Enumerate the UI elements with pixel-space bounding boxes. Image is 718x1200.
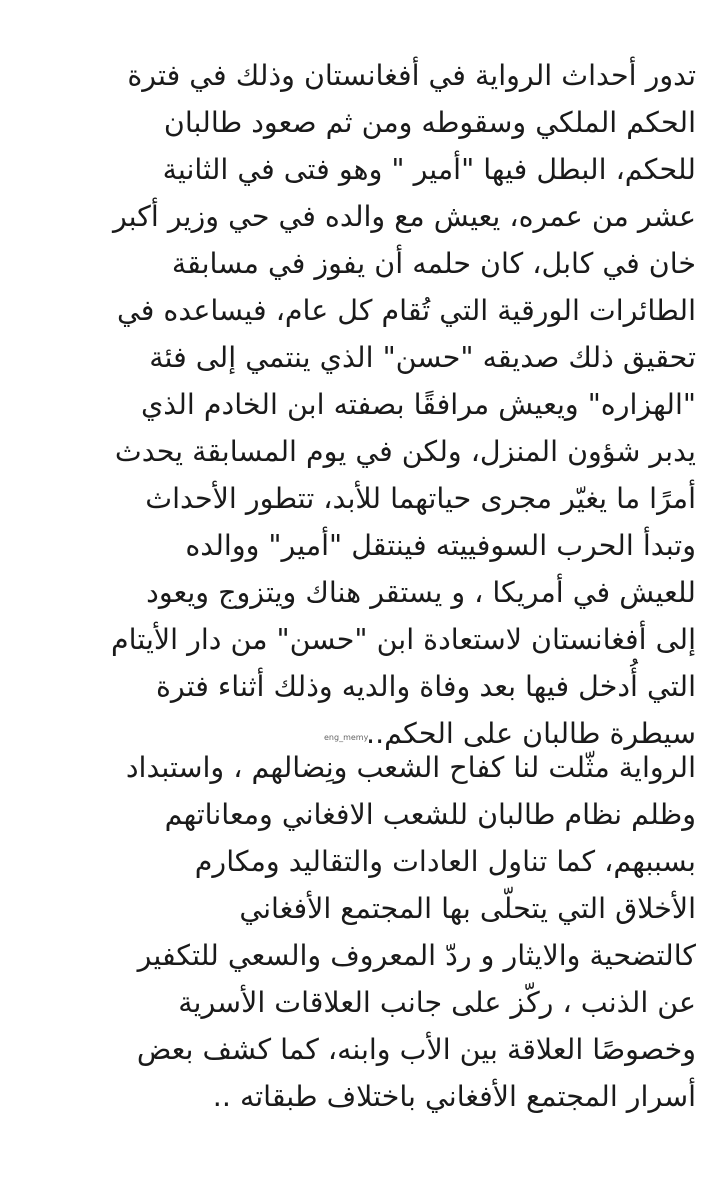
text-line: سيطرة طالبان على الحكم..: [366, 717, 696, 750]
text-line: "الهزاره" ويعيش مرافقًا بصفته ابن الخادم الذي: [140, 388, 696, 421]
text-line: وخصوصًا العلاقة بين الأب وابنه، كما كشف بعض: [136, 1033, 696, 1066]
text-line: خان في كابل، كان حلمه أن يفوز في مسابقة: [171, 247, 696, 280]
text-line: أمرًا ما يغيّر مجرى حياتهما للأبد، تتطور الأحداث: [145, 482, 696, 515]
text-line: الرواية مثّلت لنا كفاح الشعب ونِضالهم ، واستبداد: [125, 751, 696, 784]
text-line: التي أُدخل فيها بعد وفاة والديه وذلك أثناء فترة: [155, 670, 696, 703]
text-line: تحقيق ذلك صديقه "حسن" الذي ينتمي إلى فئة: [149, 341, 696, 374]
text-line: بسببهم، كما تناول العادات والتقاليد ومكارم: [194, 845, 696, 878]
text-line: عن الذنب ، ركّز على جانب العلاقات الأسرية: [178, 986, 696, 1019]
text-line: أسرار المجتمع الأفغاني باختلاف طبقاته ..: [212, 1080, 696, 1113]
text-line: كالتضحية والايثار و ردّ المعروف والسعي للتكفير: [137, 939, 696, 972]
text-line: إلى أفغانستان لاستعادة ابن "حسن" من دار الأيتام: [111, 623, 696, 656]
text-line: يدبر شؤون المنزل، ولكن في يوم المسابقة يحدث: [114, 435, 696, 468]
text-line: وتبدأ الحرب السوفييته فينتقل "أمير" ووالده: [185, 529, 696, 562]
text-line: وظلم نظام طالبان للشعب الافغاني ومعاناتهم: [164, 798, 696, 831]
paragraph-story-summary: [36, 52, 696, 757]
watermark-label: eng_memy: [324, 733, 369, 742]
text-line: تدور أحداث الرواية في أفغانستان وذلك في فترة: [127, 59, 696, 92]
text-line: الأخلاق التي يتحلّى بها المجتمع الأفغاني: [239, 892, 696, 925]
text-line: للعيش في أمريكا ، و يستقر هناك ويتزوج ويعود: [146, 576, 696, 609]
text-line: الحكم الملكي وسقوطه ومن ثم صعود طالبان: [163, 106, 696, 139]
text-line: الطائرات الورقية التي تُقام كل عام، فيساعده في: [116, 294, 696, 327]
text-line: عشر من عمره، يعيش مع والده في حي وزير أكبر: [112, 200, 696, 233]
paragraph-themes: [36, 744, 696, 1120]
text-line: للحكم، البطل فيها "أمير " وهو فتى في الثانية: [162, 153, 696, 186]
